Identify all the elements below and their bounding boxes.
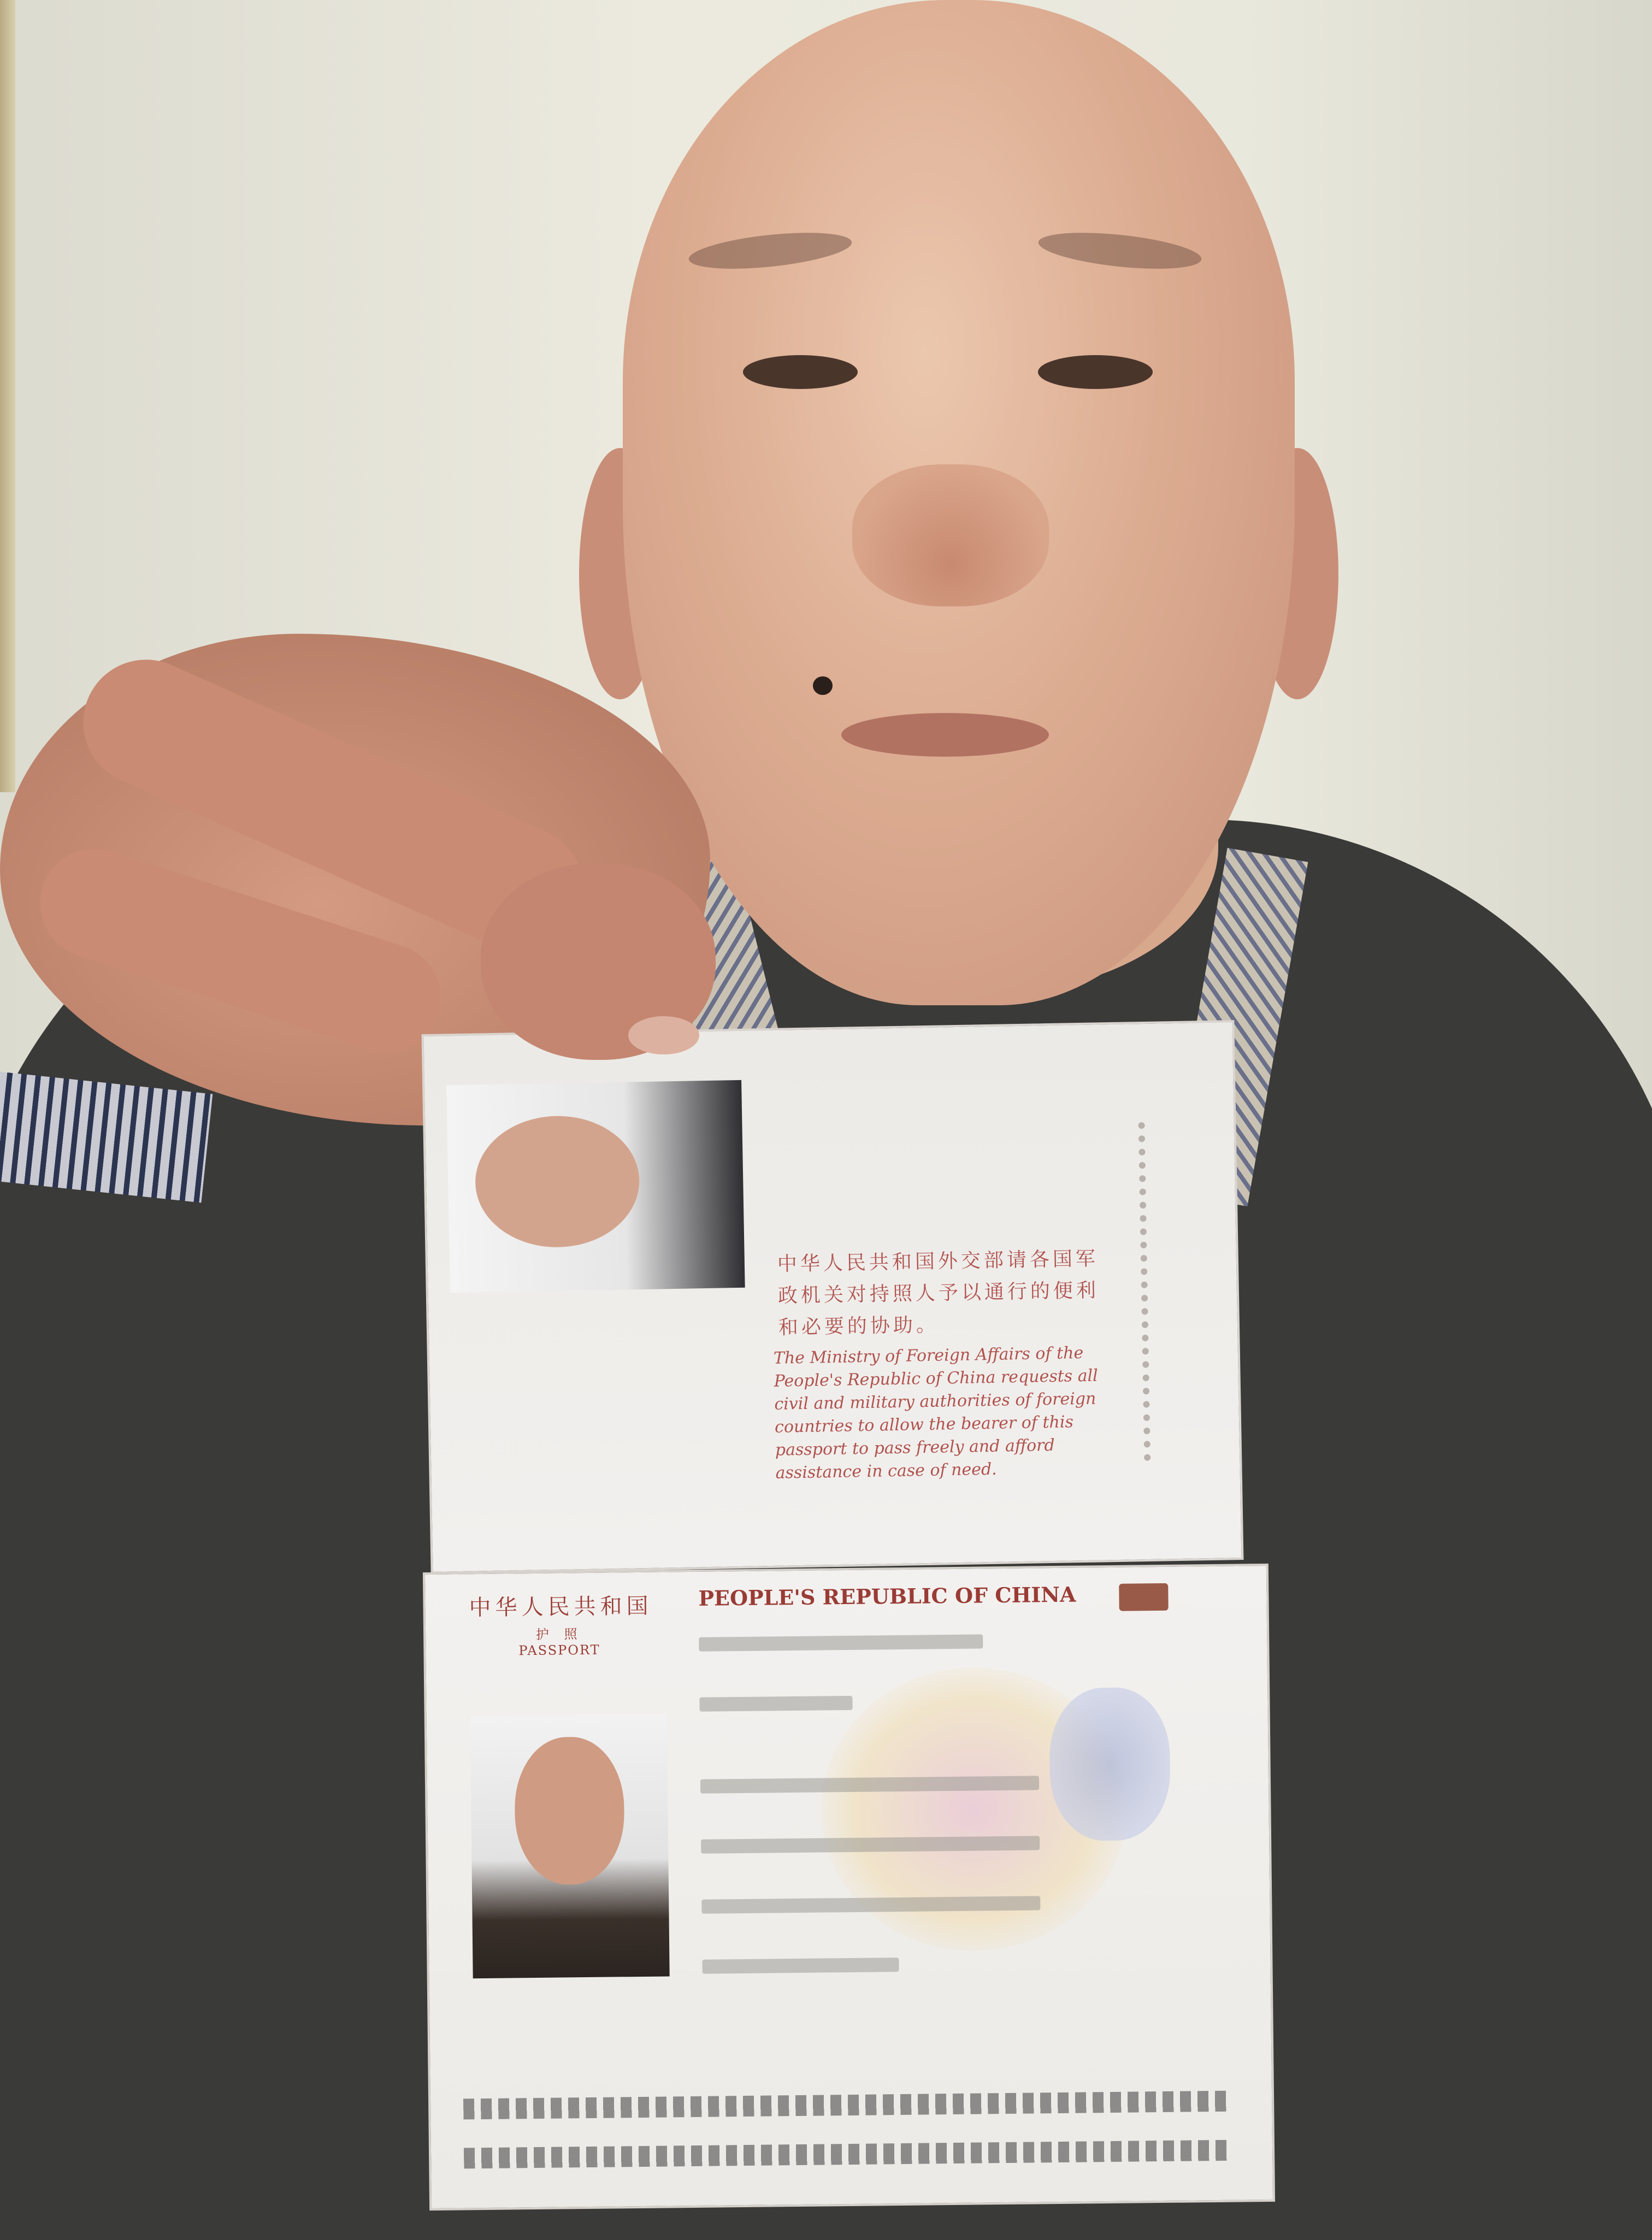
header-en: PEOPLE'S REPUBLIC OF CHINA: [698, 1582, 1076, 1611]
document-label: [518, 1623, 600, 1659]
header-cn: 中华人民共和国: [469, 1593, 653, 1621]
mole: [813, 676, 833, 695]
ghost-image: [1049, 1687, 1171, 1841]
data-page: [423, 1564, 1275, 2210]
mouth: [841, 713, 1049, 757]
perforation-area: [1138, 1122, 1189, 1461]
eye-left: [743, 355, 858, 389]
emblem-icon: [1119, 1583, 1169, 1611]
document-label-en: PASSPORT: [518, 1642, 600, 1659]
mrz-placeholder-line-2: [464, 2140, 1229, 2169]
field-row-placeholder: [702, 1958, 899, 1974]
endorsement-page: [421, 1020, 1243, 1574]
field-row-placeholder: [699, 1634, 983, 1651]
thumbnail: [628, 1016, 699, 1054]
primary-photo-area: [470, 1714, 670, 1978]
primary-photo-face: [514, 1736, 625, 1885]
nose: [852, 464, 1049, 606]
document-label-cn: 护 照: [535, 1626, 583, 1642]
endorsement-text-en: The Ministry of Foreign Affairs of the People's Republic of China requests all civil and military authorities of foreign countries to allow the bearer of this passport to pass freely and afford assistance in case of need.: [773, 1343, 1099, 1483]
field-row-placeholder: [699, 1696, 852, 1712]
door-frame: [0, 0, 15, 792]
secondary-photo-area: [446, 1080, 745, 1293]
passport-booklet: [426, 1027, 1267, 2202]
mrz-placeholder-line-1: [463, 2091, 1228, 2120]
endorsement-text-cn: 中华人民共和国外交部请各国军政机关对持照人予以通行的便利和必要的协助。: [777, 1247, 1100, 1339]
eye-right: [1038, 355, 1153, 389]
secondary-photo-face: [474, 1115, 640, 1248]
